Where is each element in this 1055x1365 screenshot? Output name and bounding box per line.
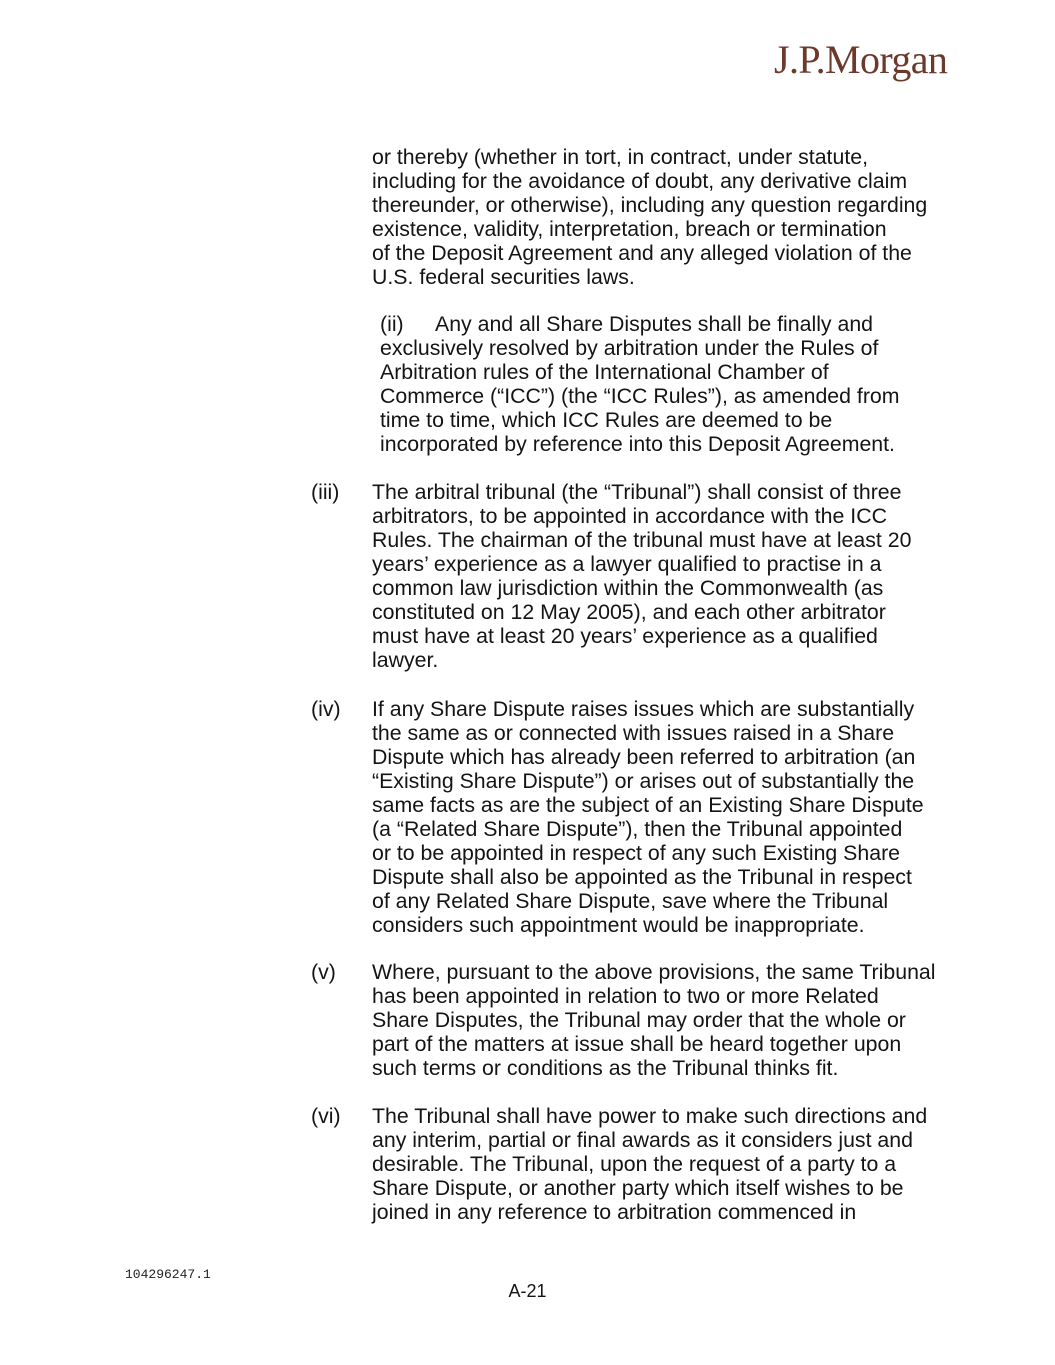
clause-iii-text: The arbitral tribunal (the “Tribunal”) shall consist of three arbitrators, to be appointed in accordance with the ICC Rules. The chairman of the tribunal must have at least 20 years’ experience as a lawyer qualified to practise in a common law jurisdiction within the Commonwealth (as constituted on 12 May 2005), and each other arbitrator must have at least 20 years’ experience as a qualified lawyer.	[372, 480, 912, 672]
document-id: 104296247.1	[125, 1267, 211, 1282]
clause-v-text: Where, pursuant to the above provisions, the same Tribunal has been appointed in relation to two or more Related Share Disputes, the Tribunal may order that the whole or part of the matters at issue shall be heard together upon such terms or conditions as the Tribunal thinks fit.	[372, 960, 936, 1080]
clause-ii-label: (ii)	[380, 312, 404, 336]
clause-vi-label: (vi)	[311, 1104, 341, 1128]
clause-ii-text: Any and all Share Disputes shall be finally and exclusively resolved by arbitration under the Rules of Arbitration rules of the International Chamber of Commerce (“ICC”) (the “ICC Rules”), as amended from time to time, which ICC Rules are deemed to be incorporated by reference into this Deposit Agreement.	[380, 312, 900, 456]
clause-ii	[380, 312, 900, 456]
clause-vi-text: The Tribunal shall have power to make such directions and any interim, partial or final awards as it considers just and desirable. The Tribunal, upon the request of a party to a Share Dispute, or another party which itself wishes to be joined in any reference to arbitration commenced in	[372, 1104, 928, 1224]
clause-iv-text: If any Share Dispute raises issues which are substantially the same as or connected with issues raised in a Share Dispute which has already been referred to arbitration (an “Existing Share Dispute”) or arises out of substantially the same facts as are the subject of an Existing Share Dispute (a “Related Share Dispute”), then the Tribunal appointed or to be appointed in respect of any such Existing Share Dispute shall also be appointed as the Tribunal in respect of any Related Share Dispute, save where the Tribunal considers such appointment would be inappropriate.	[372, 697, 924, 937]
clause-iv-label: (iv)	[311, 697, 341, 721]
continuation-paragraph: or thereby (whether in tort, in contract, under statute, including for the avoidance of doubt, any derivative claim thereunder, or otherwise), including any question regarding existence, validity, interpretation, breach or termination of the Deposit Agreement and any alleged violation of the U.S. federal securities laws.	[372, 145, 928, 289]
clause-v-label: (v)	[311, 960, 336, 984]
jpmorgan-logo: J.P.Morgan	[774, 37, 948, 82]
clause-iii-label: (iii)	[311, 480, 340, 504]
page-number: A-21	[508, 1281, 547, 1301]
